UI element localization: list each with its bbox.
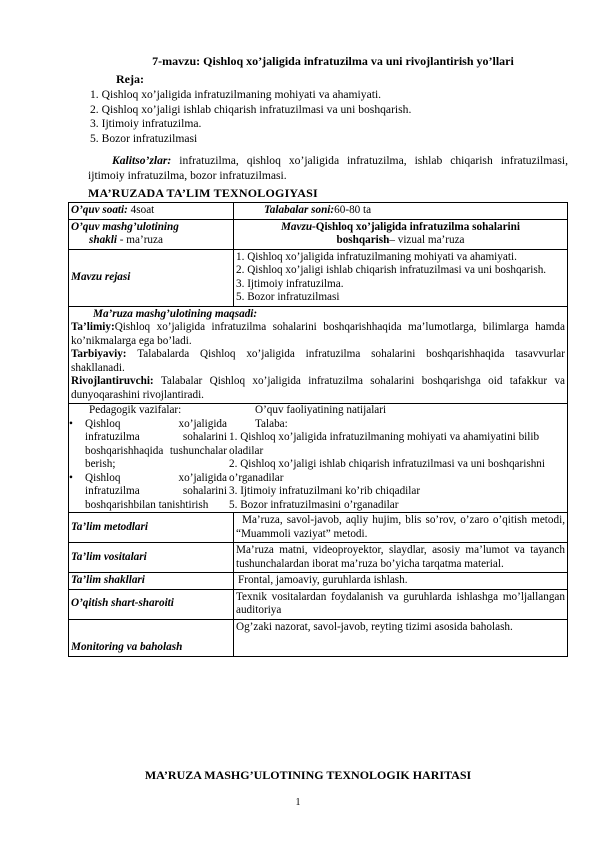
upbringing-label: Tarbiyaviy: <box>71 348 127 360</box>
plan-item: 3. Ijtimoiy infratuzilma. <box>90 117 202 130</box>
form-value: - ma’ruza <box>116 234 163 246</box>
student-count-cell <box>234 203 568 220</box>
pedagogical-tasks <box>69 404 229 512</box>
methods-label: Ta’lim metodlari <box>71 520 148 533</box>
plan-heading: Reja: <box>116 72 144 86</box>
bullet-icon: • <box>69 471 73 484</box>
learning-results <box>229 404 567 512</box>
plan-item: 5. Bozor infratuzilmasi <box>90 131 198 145</box>
topic-cell <box>234 219 568 249</box>
plan-row-item: 2. Qishloq xo’jaligi ishlab chiqarish infratuzilmasi va uni boshqarish. <box>236 264 547 276</box>
topic-label: Mavzu- <box>280 220 316 233</box>
conditions-label-cell <box>69 589 234 619</box>
result-item: 3. Ijtimoiy infratuzilmani ko’rib chiqadilar <box>229 485 421 497</box>
topic-value: Qishloq xo’jaligida infratuzilma sohalarini <box>315 220 520 233</box>
methods-label-cell <box>69 513 234 543</box>
educational-label: Ta’limiy: <box>71 321 115 333</box>
study-hours-label: O’quv soati: <box>71 204 128 216</box>
table-row <box>69 404 568 513</box>
table-row <box>69 306 568 404</box>
plan-items-cell <box>234 249 568 306</box>
monitoring-label: Monitoring va baholash <box>71 641 183 653</box>
table-row <box>69 589 568 619</box>
conditions-label: O’qitish shart-sharoiti <box>71 597 174 610</box>
topic-tail: – vizual ma’ruza <box>389 234 465 246</box>
technology-map-heading: MA’RUZA MASHG’ULOTINING TEXNOLOGIK HARITASI <box>144 768 472 782</box>
task-item: • Qishloq xo’jaligida infratuzilma sohalarini boshqarishhaqida tushunchalar berish; <box>69 417 227 470</box>
form-label: O’quv mashg’ulotining <box>71 220 179 233</box>
forms-value: Frontal, jamoaviy, guruhlarda ishlash. <box>234 573 568 590</box>
developmental-text: Talabalar Qishloq xo’jaligida infratuzilma sohalarini boshqarishga oid tafakkur va dunyoqarashini rivojlantiradi. <box>71 375 565 401</box>
plan-label: Mavzu rejasi <box>71 270 131 283</box>
monitoring-value: Og’zaki nazorat, savol-javob, reyting tizimi asosida baholash. <box>234 619 568 656</box>
section-heading: MA’RUZADA TA’LIM TEXNOLOGIYASI <box>88 186 318 200</box>
lecture-title: 7-mavzu: Qishloq xo’jaligida infratuzilma va uni rivojlantirish yo’llari <box>152 54 514 68</box>
tools-label: Ta’lim vositalari <box>71 550 147 563</box>
table-row <box>69 543 568 573</box>
table-row <box>69 219 568 249</box>
bullet-icon: • <box>69 417 73 430</box>
plan-row-item: 5. Bozor infratuzilmasi <box>236 291 340 303</box>
conditions-value: Texnik vositalardan foydalanish va guruhlarda ishlashga mo’ljallangan auditoriya <box>234 589 568 619</box>
forms-label: Ta’lim shakllari <box>71 574 145 586</box>
monitoring-label-cell <box>69 619 234 656</box>
form-label-2: shakli <box>89 234 117 246</box>
student-count-value: 60-80 ta <box>334 204 372 216</box>
plan-row-item: 1. Qishloq xo’jaligida infratuzilmaning mohiyati va ahamiyati. <box>236 250 517 263</box>
page-number: 1 <box>295 797 301 808</box>
table-row <box>69 619 568 656</box>
result-item: 2. Qishloq xo’jaligi ishlab chiqarish infratuzilmasi va uni boshqarishni o’rganadilar <box>229 458 545 484</box>
goals-heading: Ma’ruza mashg’ulotining maqsadi: <box>93 307 258 320</box>
keywords-paragraph <box>88 153 568 183</box>
tools-value: Ma’ruza matni, videoproyektor, slaydlar, asosiy ma’lumot va tayanch tushunchalardan iborat ma’ruza bo’yicha tarqatma material. <box>234 543 568 573</box>
results-heading: O’quv faoliyatining natijalari <box>255 404 387 416</box>
plan-item: 2. Qishloq xo’jaligi ishlab chiqarish infratuzilmasi va uni boshqarish. <box>90 102 412 116</box>
task-item: • Qishloq xo’jaligida infratuzilma sohalarini boshqarishbilan tanishtirish <box>69 471 227 511</box>
table-row <box>69 573 568 590</box>
forms-label-cell <box>69 573 234 590</box>
result-item: 1. Qishloq xo’jaligida infratuzilmaning mohiyati va ahamiyatini bilib oladilar <box>229 431 540 457</box>
methods-value: Ma’ruza, savol-javob, aqliy hujim, blis so’rov, o’zaro o’qitish metodi, “Muammoli vaziyat” metodi. <box>234 513 568 543</box>
study-hours-cell <box>69 203 234 220</box>
plan-item: 1. Qishloq xo’jaligida infratuzilmaning mohiyati va ahamiyati. <box>90 88 382 101</box>
goals-cell <box>69 306 568 404</box>
plan-row-item: 3. Ijtimoiy infratuzilma. <box>236 277 344 290</box>
table-row <box>69 249 568 306</box>
plan-list <box>90 88 411 146</box>
educational-text: Qishloq xo’jaligida infratuzilma sohalarini boshqarishhaqida ma’lumotlarga, bilimlarga hamda ko’nikmalarga ega bo’ladi. <box>71 321 565 347</box>
keywords-text: infratuzilma, qishloq xo’jaligida infratuzilma, ishlab chiqarish infratuzilmasi, ijtimoiy infratuzilma, bozor infratuzilmasi. <box>88 154 568 182</box>
topic-value-2: boshqarish <box>336 234 390 246</box>
results-subheading: Talaba: <box>255 417 288 430</box>
tools-label-cell <box>69 543 234 573</box>
table-row <box>69 203 568 220</box>
technology-table <box>68 202 568 657</box>
keywords-label: Kalitso’zlar: <box>112 154 172 167</box>
tasks-heading: Pedagogik vazifalar: <box>89 404 182 416</box>
upbringing-text: Talabalarda Qishloq xo’jaligida infratuzilma sohalarini boshqarishhaqida tasavvurlar shakllanadi. <box>71 348 565 374</box>
result-item: 5. Bozor infratuzilmasini o’rganadilar <box>229 498 399 511</box>
table-row <box>69 513 568 543</box>
developmental-label: Rivojlantiruvchi: <box>71 375 154 387</box>
form-cell <box>69 219 234 249</box>
plan-label-cell <box>69 249 234 306</box>
student-count-label: Talabalar soni: <box>264 204 335 216</box>
study-hours-value: 4soat <box>127 204 155 216</box>
tasks-results-cell <box>69 404 568 513</box>
